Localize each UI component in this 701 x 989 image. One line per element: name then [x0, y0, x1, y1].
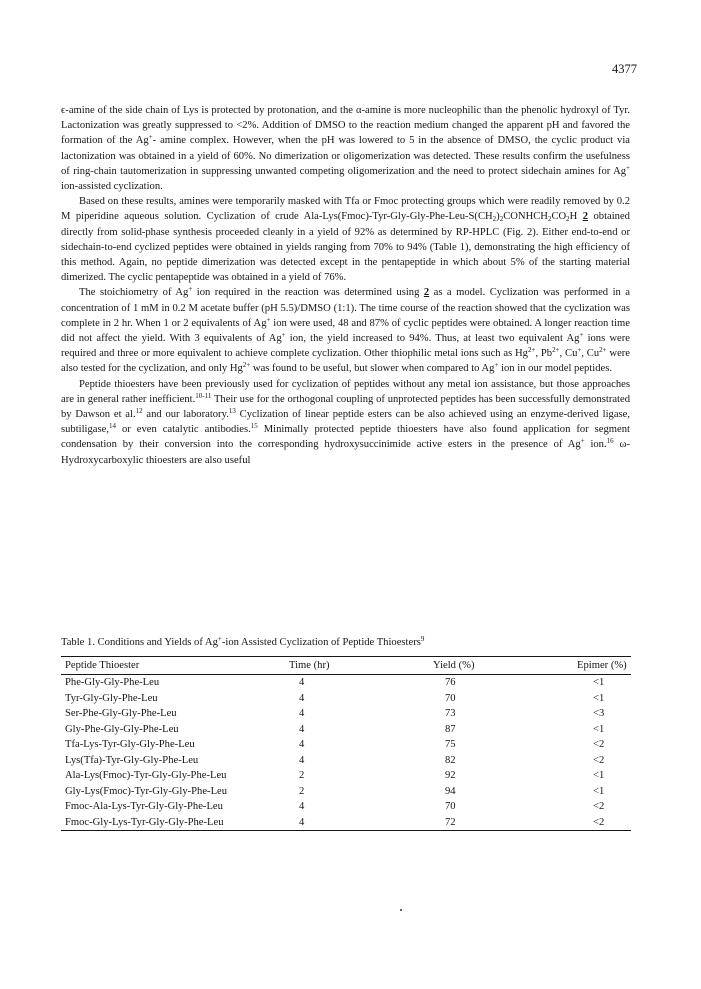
cell-epimer: <1 [593, 723, 605, 735]
table-caption: Table 1. Conditions and Yields of Ag+-ion Assisted Cyclization of Peptide Thioesters$^9$ [61, 635, 425, 648]
cell-yield: 82 [445, 754, 456, 766]
cell-time: 4 [299, 754, 305, 766]
cell-yield: 73 [445, 708, 456, 720]
cell-time: 4 [299, 739, 305, 751]
compound-ref: 2 [423, 287, 430, 299]
paragraph-1: ϵ-amine of the side chain of Lys is protected by protonation, and the α-amine is more nucleophilic than the phenolic hydroxyl of Tyr. Lactonization was greatly suppressed to <2%. Addition of DMSO to the reaction medium changed the apparent pH and favored the formation of the Ag+- amine complex. However, when the pH was lowered to 5 in the absence of DMSO, the cyclic product via lactonization was obtained in a yield of 60%. No dimerization or oligomerization was detected. These results confirm the usefulness of ring-chain tautomerization in suppressing unwanted competing oligomerization and the need to protect sidechain amines for Ag+ ion-assisted cyclization. [61, 105, 630, 193]
table-row [61, 784, 631, 800]
cell-yield: 92 [445, 770, 456, 782]
cell-peptide: Gly-Lys(Fmoc)-Tyr-Gly-Gly-Phe-Leu [65, 785, 228, 797]
table-row [61, 675, 631, 691]
cell-epimer: <1 [593, 785, 605, 797]
cell-time: 4 [299, 723, 305, 735]
cell-yield: 75 [445, 739, 456, 751]
table-row [61, 815, 631, 831]
stray-dot [400, 909, 402, 911]
paragraph-2: Based on these results, amines were temporarily masked with Tfa or Fmoc protecting groups which were readily removed by 0.2 M piperidine aqueous solution. Cyclization of crude Ala-$Lys(Fmoc)-Tyr-Gly-Gly-Phe-Leu-S(CH_2)_2CONHCH_2CO_2H$ 2 obtained directly from solid-phase synthesis proceeded cleanly in a yield of 92% as determined by RP-HPLC (Fig. 2). Either end-to-end or sidechain-to-end cyclized peptides were obtained in yields ranging from 70% to 94% (Table 1), demonstrating the high efficiency of this method. Again, no peptide dimerization was detected except in the pentapeptide in which about 5% of the starting material dimerized. The cyclic pentapeptide was obtained in a yield of 76%. [61, 196, 630, 284]
cell-epimer: <2 [593, 739, 605, 751]
table-row [61, 753, 631, 769]
header-epimer: Epimer (%) [571, 657, 631, 675]
header-peptide: Peptide Thioester [61, 657, 277, 675]
header-time: Time (hr) [277, 657, 415, 675]
table-row [61, 706, 631, 722]
cell-yield: 94 [445, 785, 456, 797]
table-row [61, 799, 631, 815]
cell-yield: 70 [445, 801, 456, 813]
cell-peptide: Gly-Phe-Gly-Gly-Phe-Leu [65, 723, 179, 735]
paragraph-4: Peptide thioesters have been previously used for cyclization of peptides without any metal ion assistance, but those approaches are in general rather inefficient.$^{10-11}$ Their use for the orthogonal coupling of unprotected peptides has been successfully demonstrated by Dawson et al.$^{12}$ and our laboratory.$^{13}$ Cyclization of linear peptide esters can be also achieved using an enzyme-derived ligase, subtiligase,$^{14}$ or even catalytic antibodies.$^{15}$ Minimally protected peptide thioesters have also found application for segment condensation by their conversion into the corresponding hydroxysuccinimide active esters in the presence of Ag+ ion.$^{16}$ ω-Hydroxycarboxylic thioesters are also useful [61, 378, 631, 466]
cell-yield: 76 [445, 677, 456, 689]
cell-epimer: <1 [593, 677, 605, 689]
cell-time: 2 [299, 770, 305, 782]
cell-time: 4 [299, 801, 305, 813]
paragraph-3: The stoichiometry of Ag+ ion required in the reaction was determined using 2 as a model. Cyclization was performed in a concentration of 1 mM in 0.2 M acetate buffer (pH 5.5)/DMSO (1:1). The time course of the reaction showed that the cyclization was complete in 2 hr. When 1 or 2 equivalents of Ag+ ion were used, 48 and 87% of cyclic peptides were obtained. A longer reaction time did not affect the yield. With 3 equivalents of Ag+ ion, the yield increased to 94%. Thus, at least two equivalent Ag+ ions were required and three or more equivalent to achieve complete cyclization. Other thiophilic metal ions such as $Hg^{2+}$, $Pb^{2+}$, Cu+, $Cu^{2+}$ were also tested for the cyclization, and only $Hg^{2+}$ was found to be useful, but slower when compared to Ag+ ion in our model peptides. [61, 285, 631, 375]
cell-time: 4 [299, 692, 305, 704]
cell-peptide: Tyr-Gly-Gly-Phe-Leu [65, 692, 158, 704]
cell-epimer: <3 [593, 708, 605, 720]
results-table [61, 656, 631, 831]
cell-yield: 72 [415, 815, 571, 831]
table-row [61, 768, 631, 784]
table-row [61, 691, 631, 707]
cell-epimer: <1 [593, 770, 605, 782]
cell-peptide: Tfa-Lys-Tyr-Gly-Gly-Phe-Leu [65, 739, 195, 751]
cell-peptide: Ala-Lys(Fmoc)-Tyr-Gly-Gly-Phe-Leu [65, 770, 227, 782]
page-number: 4377 [612, 62, 637, 76]
cell-epimer: <1 [593, 692, 605, 704]
cell-time: 2 [299, 785, 305, 797]
cell-time: 4 [277, 815, 415, 831]
cell-yield: 70 [445, 692, 456, 704]
cell-time: 4 [299, 677, 305, 689]
body-text [61, 103, 630, 468]
cell-yield: 87 [445, 723, 456, 735]
cell-time: 4 [299, 708, 305, 720]
cell-epimer: <2 [571, 815, 631, 831]
cell-peptide: Lys(Tfa)-Tyr-Gly-Gly-Phe-Leu [65, 754, 199, 766]
table-row [61, 722, 631, 738]
cell-peptide: Fmoc-Ala-Lys-Tyr-Gly-Gly-Phe-Leu [65, 801, 223, 813]
cell-peptide: Phe-Gly-Gly-Phe-Leu [65, 677, 160, 689]
compound-ref: 2 [582, 211, 589, 223]
table-header-row [61, 657, 631, 675]
header-yield: Yield (%) [415, 657, 571, 675]
cell-peptide: Fmoc-Gly-Lys-Tyr-Gly-Gly-Phe-Leu [61, 815, 277, 831]
cell-epimer: <2 [593, 801, 605, 813]
table-row [61, 737, 631, 753]
cell-epimer: <2 [593, 754, 605, 766]
cell-peptide: Ser-Phe-Gly-Gly-Phe-Leu [65, 708, 177, 720]
